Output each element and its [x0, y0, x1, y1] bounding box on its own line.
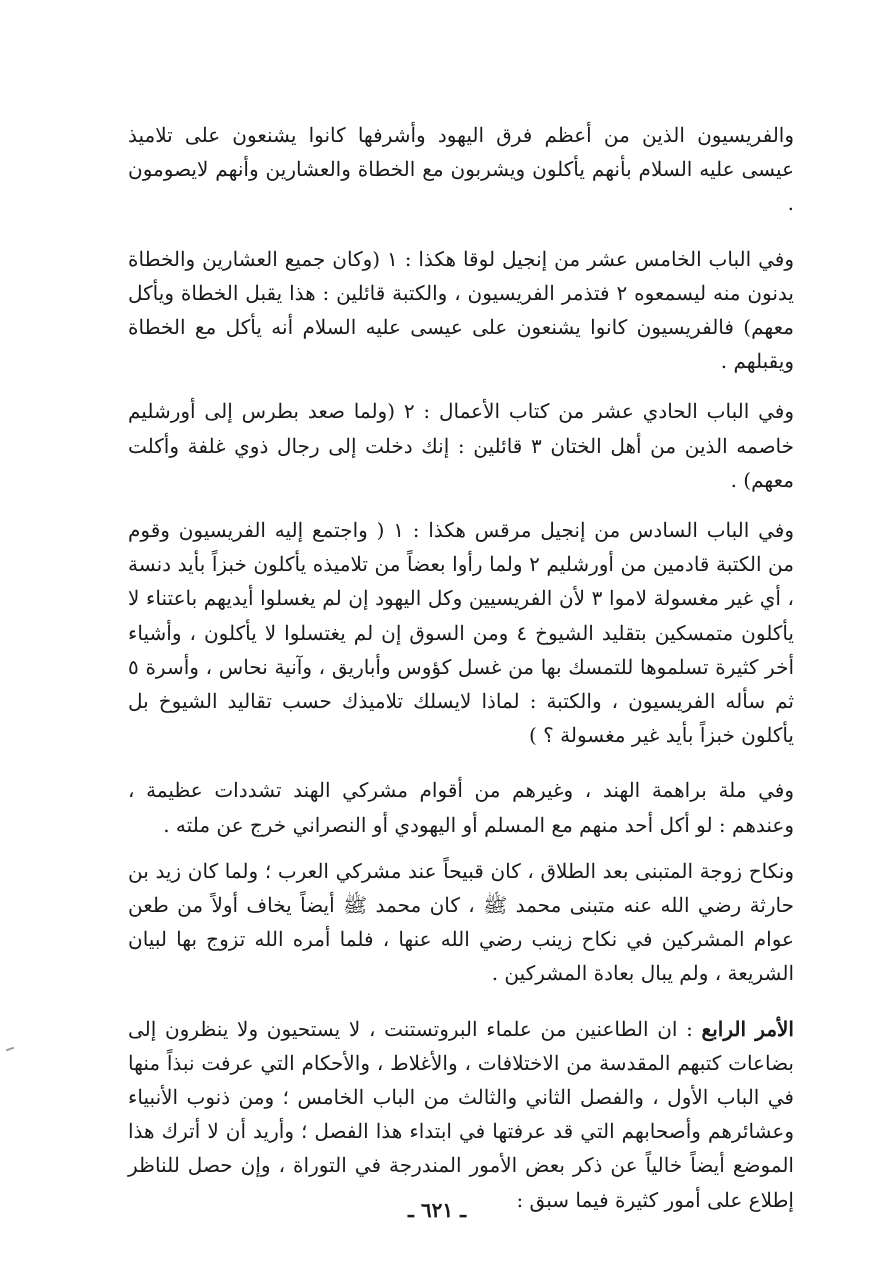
- paragraph-gap: [128, 991, 794, 1012]
- paragraph-mark-6: وفي الباب السادس من إنجيل مرقس هكذا : ١ ( واجتمع إليه الفريسيون وقوم من الكتبة قادمين من أورشليم ٢ ولما رأوا بعضاً من تلاميذه يأكلون خبزاً بأيد دنسة ، أي غير مغسولة لاموا ٣ لأن الفريسيين وكل اليهود إن لم يغسلوا أيديهم باعتناء لا يأكلون متمسكين بتقليد الشيوخ ٤ ومن السوق إن لم يغتسلوا لا يأكلون ، وأشياء أخر كثيرة تسلموها للتمسك بها من غسل كؤوس وأباريق ، وآنية نحاس ، وأسرة ٥ ثم سأله الفريسيون ، والكتبة : لماذا لايسلك تلاميذك حسب تقاليد الشيوخ بل يأكلون خبزاً بأيد غير مغسولة ؟ ): [128, 518, 794, 748]
- paragraph-gap: [128, 842, 794, 854]
- paragraph-luke-15: وفي الباب الخامس عشر من إنجيل لوقا هكذا : ١ (وكان جميع العشارين والخطاة يدنون منه ليسمعوه ٢ فتذمر الفريسيون ، والكتبة قائلين : هذا يقبل الخطاة ويأكل معهم) فالفريسيون كانوا يشنعون على عيسى عليه السلام أنه يأكل مع الخطاة ويقبلهم .: [128, 246, 794, 374]
- paragraph-fourth-matter: [128, 1012, 794, 1217]
- paragraph-gap: [128, 378, 794, 394]
- margin-mark: [6, 1047, 14, 1052]
- paragraph-gap: [128, 752, 794, 773]
- paragraph-adopted-son: ونكاح زوجة المتبنى بعد الطلاق ، كان قبيحاً عند مشركي العرب ؛ ولما كان زيد بن حارثة رضي الله عنه متبنى محمد ﷺ ، كان محمد ﷺ أيضاً يخاف أولاً من طعن عوام المشركين في نكاح زينب رضي الله عنها ، فلما أمره الله تزوج بها لبيان الشريعة ، ولم يبال بعادة المشركين .: [128, 858, 794, 986]
- paragraph-acts-11: وفي الباب الحادي عشر من كتاب الأعمال : ٢ (ولما صعد بطرس إلى أورشليم خاصمه الذين من أهل الختان ٣ قائلين : إنك دخلت إلى رجال ذوي غلفة وأكلت معهم) .: [128, 399, 795, 492]
- main-text: [128, 118, 794, 1217]
- paragraph-pharisees: والفريسيون الذين من أعظم فرق اليهود وأشرفها كانوا يشنعون على تلاميذ عيسى عليه السلام بأنهم يأكلون ويشربون مع الخطاة والعشارين وأنهم لايصومون .: [128, 123, 794, 216]
- paragraph-gap: [128, 497, 794, 513]
- paragraph-gap: [128, 221, 794, 242]
- fourth-matter-body: : ان الطاعنين من علماء البروتستنت ، لا يستحيون ولا ينظرون إلى بضاعات كتبهم المقدسة من الاختلافات ، والأغلاط ، والأحكام التي عرفت نبذاً منها في الباب الأول ، والفصل الثاني والثالث من الباب الخامس ؛ ومن ذنوب الأنبياء وعشائرهم وأصحابهم التي قد عرفتها في ابتداء هذا الفصل ؛ وأريد أن لا أترك هذا الموضع أيضاً خالياً عن ذكر بعض الأمور المندرجة في التوراة ، وإن حصل للناظر إطلاع على أمور كثيرة فيما سبق :: [128, 1016, 794, 1212]
- page-number: ـ ٦٢١ ـ: [408, 1198, 466, 1222]
- paragraph-brahmins: وفي ملة براهمة الهند ، وغيرهم من أقوام مشركي الهند تشددات عظيمة ، وعندهم : لو أكل أحد منهم مع المسلم أو اليهودي أو النصراني خرج عن ملته .: [128, 778, 794, 837]
- fourth-matter-heading: الأمر الرابع: [701, 1016, 794, 1041]
